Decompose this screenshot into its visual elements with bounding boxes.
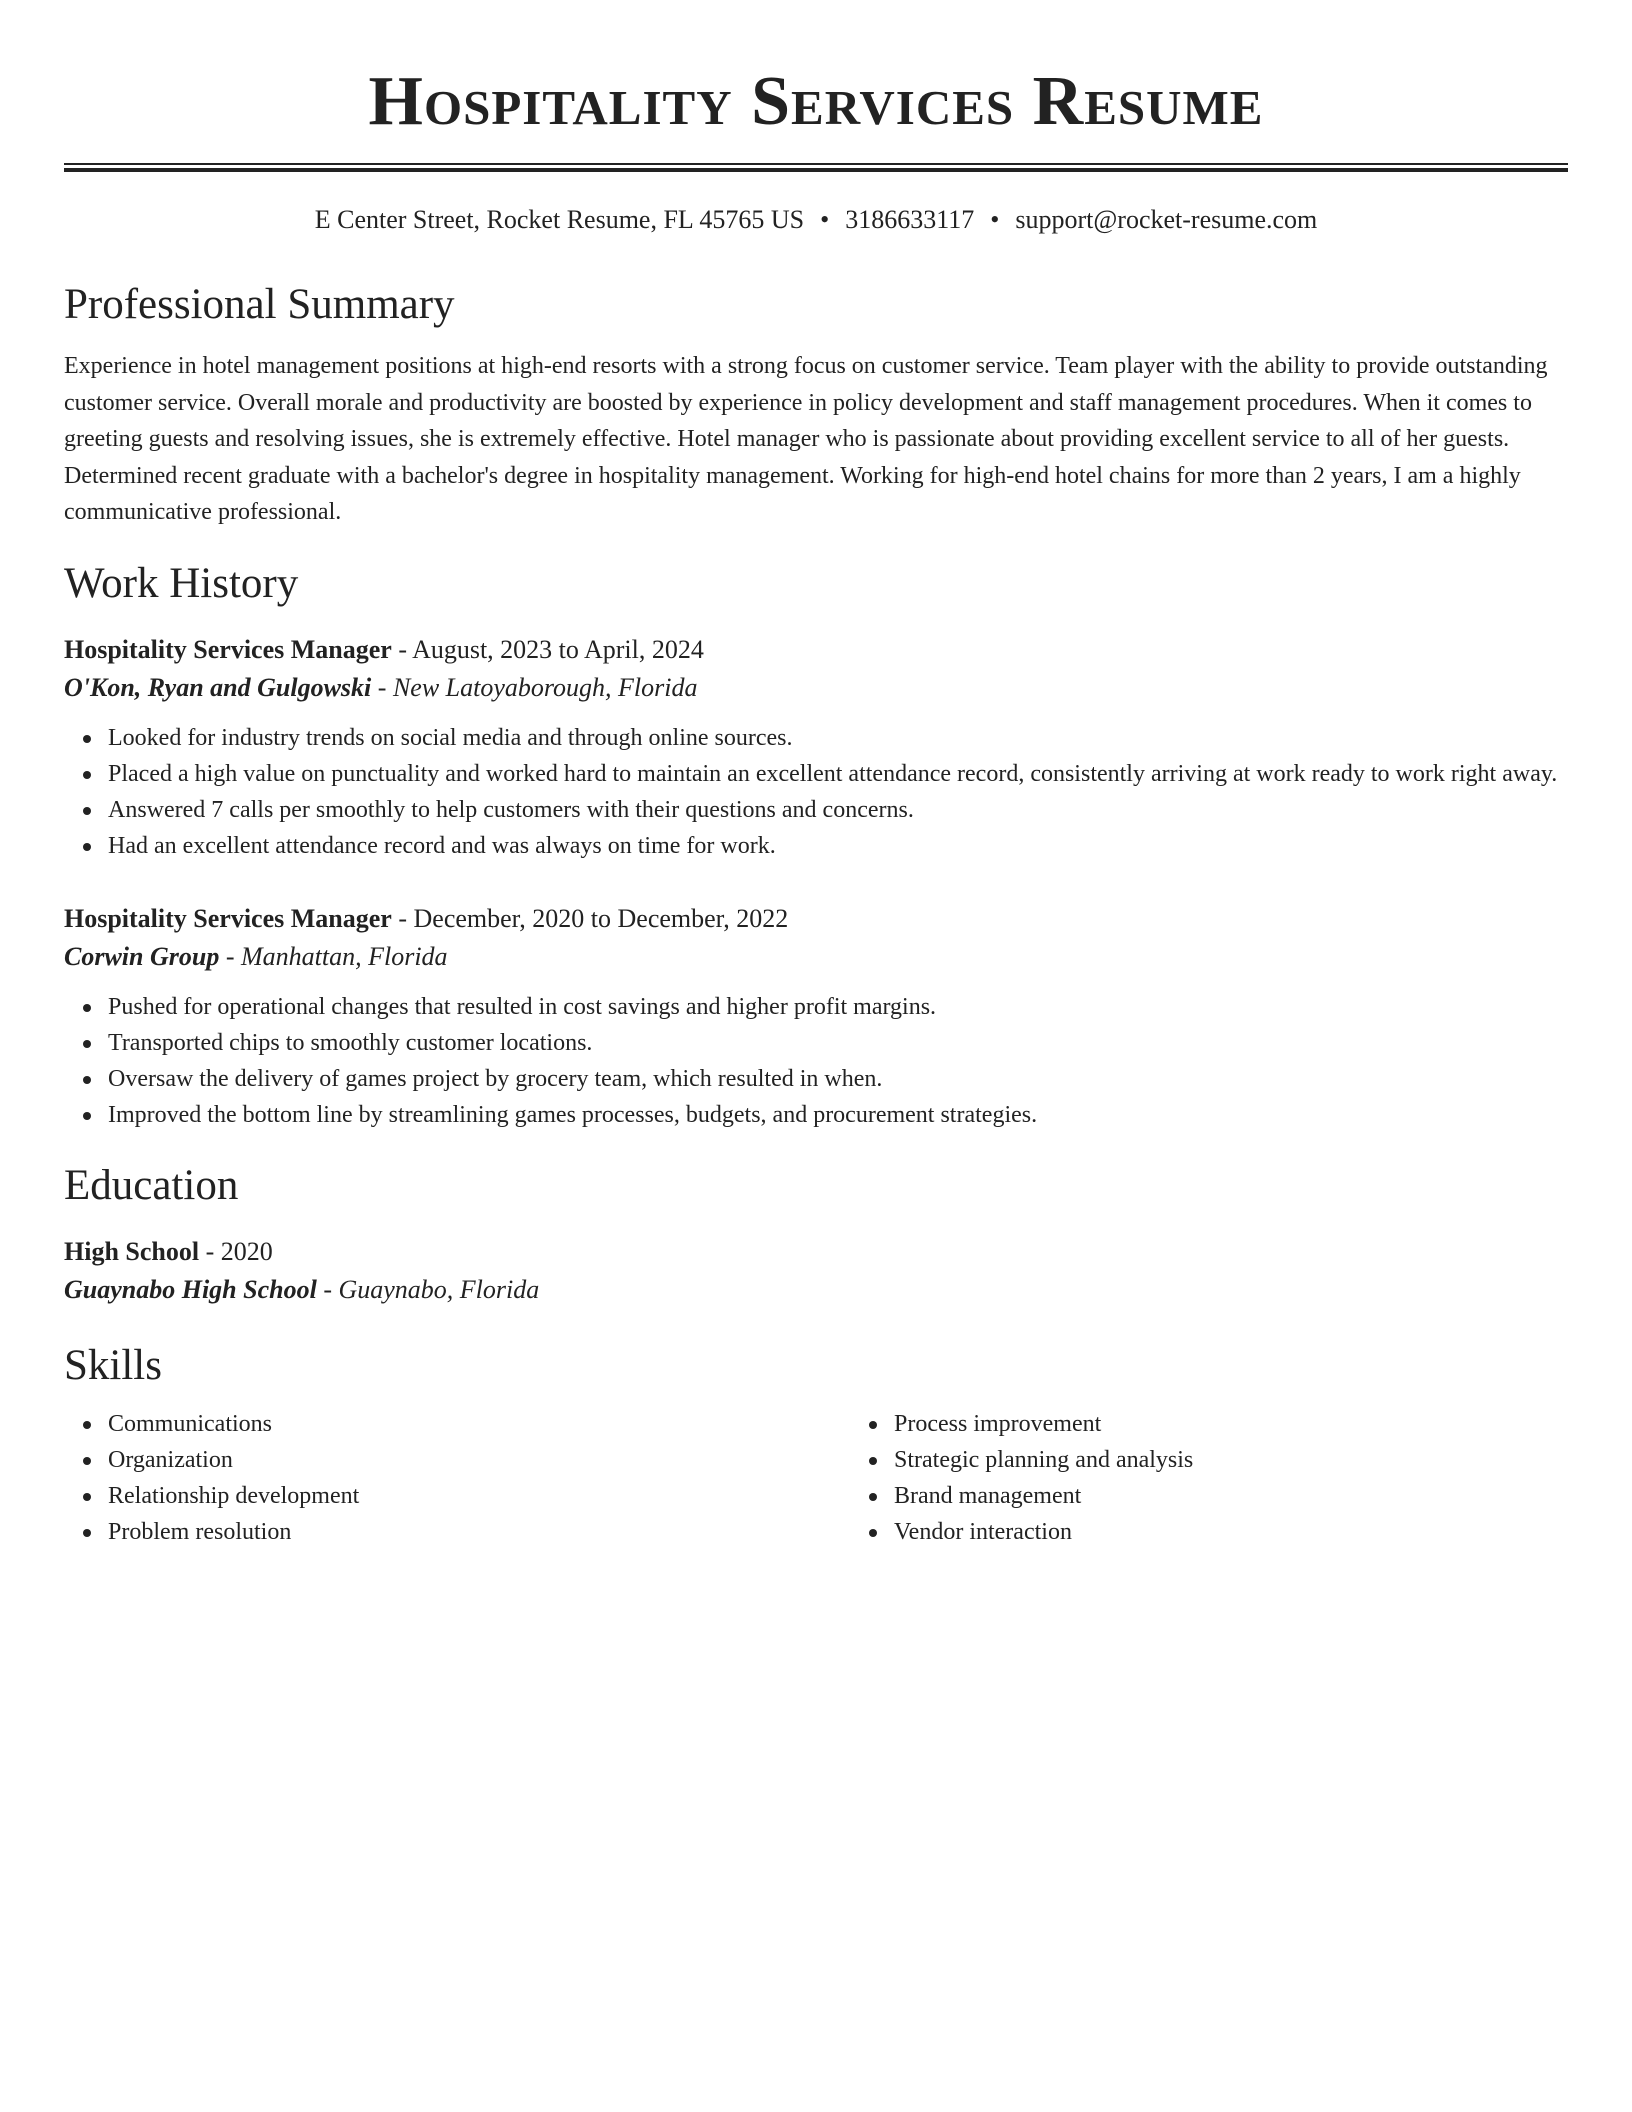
job-entry xyxy=(64,631,1568,864)
job-dates: - December, 2020 to December, 2022 xyxy=(391,903,789,933)
skill-item: Process improvement xyxy=(894,1406,1632,1442)
job-bullet: Improved the bottom line by streamlining games processes, budgets, and procurement strategies. xyxy=(108,1097,1568,1133)
section-heading-education: Education xyxy=(64,1161,239,1209)
skill-item: Problem resolution xyxy=(108,1514,850,1550)
skill-item: Organization xyxy=(108,1442,850,1478)
section-heading-summary: Professional Summary xyxy=(64,281,455,328)
job-location: - New Latoyaborough, Florida xyxy=(371,672,698,702)
job-bullet: Answered 7 calls per smoothly to help customers with their questions and concerns. xyxy=(108,792,1568,828)
skill-item: Brand management xyxy=(894,1478,1632,1514)
job-bullet: Looked for industry trends on social media and through online sources. xyxy=(108,720,1568,756)
skills-list-left xyxy=(64,1406,850,1550)
section-heading-skills: Skills xyxy=(64,1341,162,1389)
job-title: Hospitality Services Manager xyxy=(64,903,392,933)
skills-columns xyxy=(64,1406,1568,1550)
contact-phone: 3186633117 xyxy=(845,205,975,234)
job-title: Hospitality Services Manager xyxy=(64,634,392,664)
education-entry xyxy=(64,1233,1568,1309)
education-year: - 2020 xyxy=(199,1236,273,1266)
job-bullet: Had an excellent attendance record and was always on time for work. xyxy=(108,828,1568,864)
contact-separator: • xyxy=(990,205,1000,234)
job-bullet: Oversaw the delivery of games project by grocery team, which resulted in when. xyxy=(108,1061,1568,1097)
job-bullet-list xyxy=(64,720,1568,864)
job-title-line xyxy=(64,631,1568,669)
job-location: - Manhattan, Florida xyxy=(219,941,448,971)
skill-item: Relationship development xyxy=(108,1478,850,1514)
title-divider xyxy=(64,163,1568,172)
education-degree-line xyxy=(64,1233,1568,1271)
job-dates: - August, 2023 to April, 2024 xyxy=(391,634,704,664)
section-heading-work-history: Work History xyxy=(64,559,299,607)
resume-title: Hospitality Services Resume xyxy=(368,63,1264,140)
education-degree: High School xyxy=(64,1236,200,1266)
education-location: - Guaynabo, Florida xyxy=(316,1274,540,1304)
job-bullet: Transported chips to smoothly customer locations. xyxy=(108,1025,1568,1061)
contact-address: E Center Street, Rocket Resume, FL 45765 US xyxy=(314,205,805,234)
skill-item: Strategic planning and analysis xyxy=(894,1442,1632,1478)
job-entry xyxy=(64,900,1568,1133)
job-bullet-list xyxy=(64,989,1568,1133)
skills-list-right xyxy=(850,1406,1632,1550)
education-school-line xyxy=(64,1271,1568,1309)
skill-item: Communications xyxy=(108,1406,850,1442)
job-title-line xyxy=(64,900,1568,938)
summary-text: Experience in hotel management positions at high-end resorts with a strong focus on customer service. Team player with the ability to provide outstanding customer service. Overall morale and productivity are boosted by experience in policy development and staff management procedures. When it comes to greeting guests and resolving issues, she is extremely effective. Hotel manager who is passionate about providing excellent service to all of her guests. Determined recent graduate with a bachelor's degree in hospitality management. Working for high-end hotel chains for more than 2 years, I am a highly communicative professional. xyxy=(64,353,1548,525)
job-bullet: Pushed for operational changes that resulted in cost savings and higher profit margins. xyxy=(108,989,1568,1025)
job-company: O'Kon, Ryan and Gulgowski xyxy=(64,672,372,702)
contact-email: support@rocket-resume.com xyxy=(1015,205,1318,234)
education-school: Guaynabo High School xyxy=(64,1274,317,1304)
job-company-line xyxy=(64,938,1568,976)
skill-item: Vendor interaction xyxy=(894,1514,1632,1550)
contact-separator: • xyxy=(820,205,830,234)
job-company: Corwin Group xyxy=(64,941,220,971)
job-company-line xyxy=(64,669,1568,707)
job-bullet: Placed a high value on punctuality and worked hard to maintain an excellent attendance record, consistently arriving at work ready to work right away. xyxy=(108,756,1568,792)
contact-line xyxy=(64,202,1568,238)
